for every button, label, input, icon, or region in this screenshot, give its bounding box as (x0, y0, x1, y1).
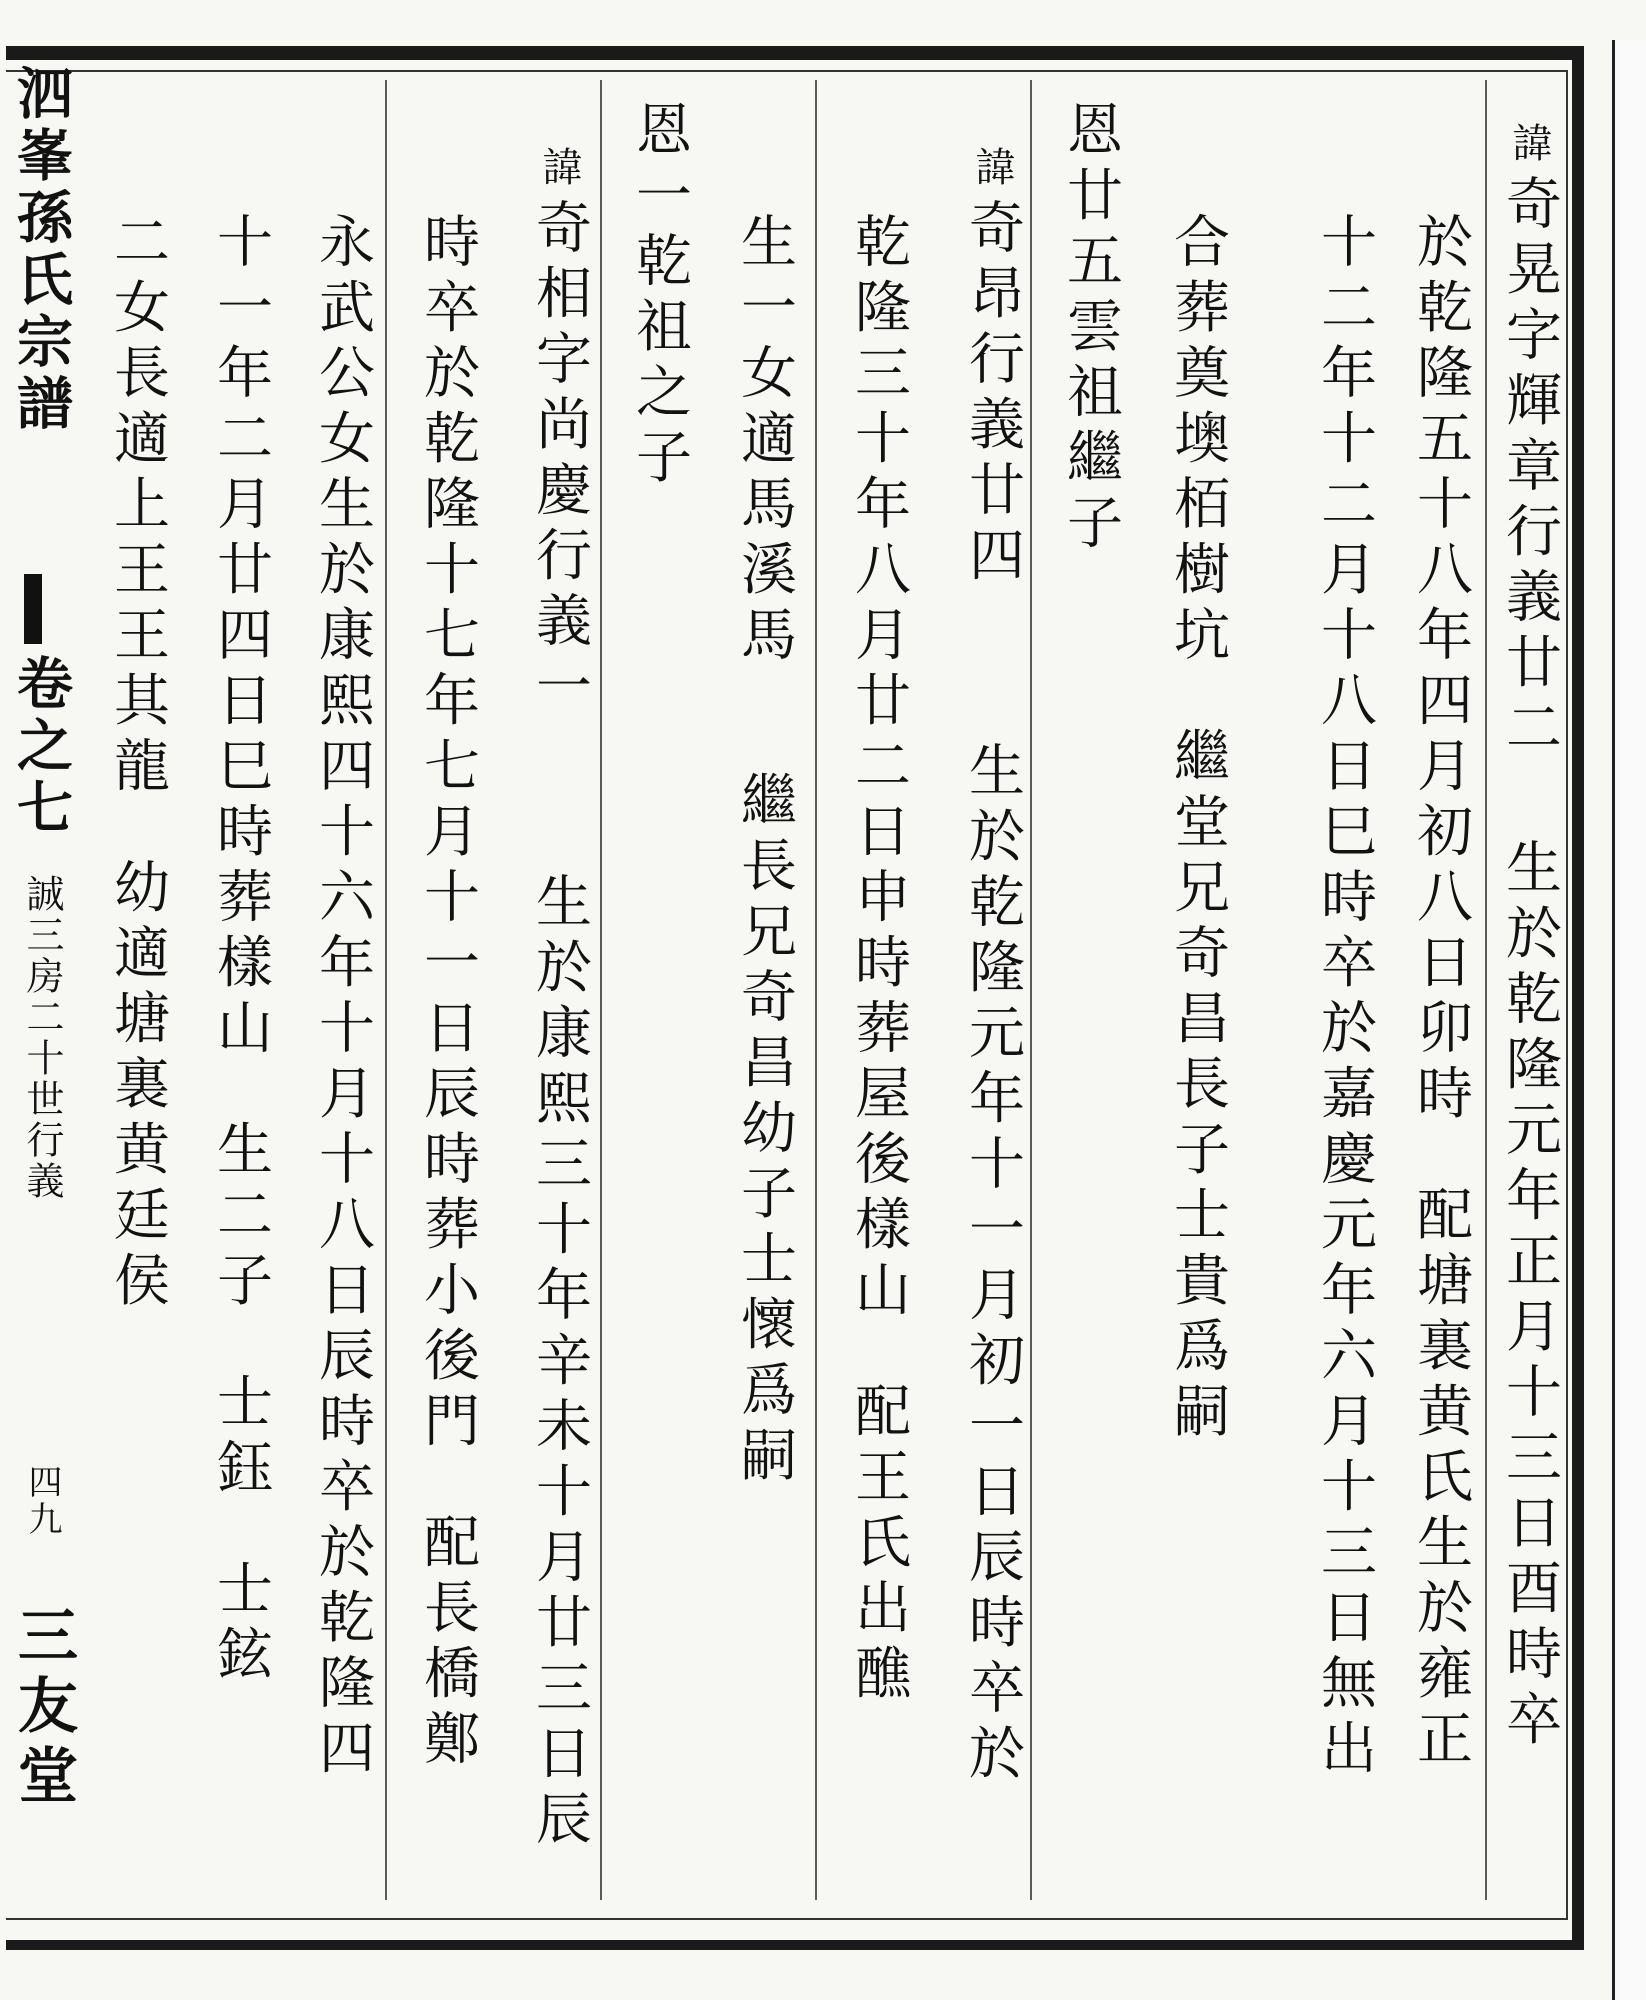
column-text-2: 繼長兄奇昌幼子士懷爲嗣 (732, 770, 797, 1491)
column-text: 合葬奠墺栢樹坑 (1165, 212, 1230, 671)
column-rule (815, 80, 817, 1900)
genealogy-title: 泗峯孫氏宗譜 (8, 64, 74, 436)
column-heading: 恩一乾祖之子 (627, 100, 692, 493)
text-column-14 (95, 212, 179, 1316)
fishtail-mark (24, 574, 42, 644)
text-column-2 (1398, 212, 1482, 1775)
column-text-2: 幼適塘裏黄廷侯 (105, 857, 170, 1316)
column-text-2: 生於康熙三十年辛未十月廿三日辰 (527, 872, 592, 1855)
column-text: 奇晃字輝章行義廿二 生於乾隆元年正月十三日酉時卒 (1497, 174, 1562, 1755)
column-text: 乾隆三十年八月廿二日申時葬屋後樣山 (846, 212, 911, 1326)
column-text-3: 士鈺 (208, 1372, 273, 1503)
text-column-11 (405, 212, 489, 1775)
column-text-4: 士鉉 (208, 1559, 273, 1690)
volume-label: 卷之七 (8, 654, 74, 840)
text-column-13 (198, 212, 282, 1690)
column-text-2: 配王氏出醮 (846, 1381, 911, 1709)
text-column-3 (1302, 212, 1386, 1784)
adjacent-page-edge (1612, 40, 1646, 2000)
column-text-2: 配長橋鄭 (415, 1512, 480, 1775)
column-text: 十二年十二月十八日巳時卒於嘉慶元年六月十三日無出 (1312, 212, 1377, 1784)
column-text: 二女長適上王王其龍 (105, 212, 170, 802)
column-text-2: 繼堂兄奇昌長子士貴爲嗣 (1165, 726, 1230, 1447)
heading-column-1 (617, 100, 701, 493)
column-text-2: 配塘裏黄氏生於雍正 (1408, 1185, 1473, 1775)
page-number: 四九 (22, 1464, 62, 1538)
taboo-name-marker: 諱 (969, 146, 1015, 198)
hall-name: 三友堂 (8, 1604, 78, 1814)
column-text: 時卒於乾隆十七年七月十一日辰時葬小後門 (415, 212, 480, 1457)
text-column-7 (836, 212, 920, 1709)
page-gutter (2, 64, 78, 1944)
heading-column-2 (1048, 100, 1132, 559)
text-column-4 (1155, 212, 1239, 1447)
taboo-name-marker: 諱 (1506, 122, 1552, 174)
text-column-10 (517, 146, 601, 1855)
text-column-1 (1487, 122, 1571, 1755)
column-text: 奇昂行義廿四 (960, 198, 1025, 591)
text-column-8 (722, 212, 806, 1491)
taboo-name-marker: 諱 (536, 146, 582, 198)
column-text: 奇相字尚慶行義一 (527, 198, 592, 722)
text-column-12 (300, 212, 384, 1784)
column-text-2: 生於乾隆元年十一月初一日辰時卒於 (960, 741, 1025, 1789)
section-label: 誠三房二十世行義 (20, 874, 64, 1202)
column-rule (385, 80, 387, 1900)
column-text: 生一女適馬溪馬 (732, 212, 797, 671)
column-text: 永武公女生於康熙四十六年十月十八日辰時卒於乾隆四 (310, 212, 375, 1784)
text-column-6 (950, 146, 1034, 1789)
column-text: 於乾隆五十八年四月初八日卯時 (1408, 212, 1473, 1129)
column-text-2: 生二子 (208, 1119, 273, 1316)
column-text: 十一年二月廿四日巳時葬樣山 (208, 212, 273, 1064)
column-heading: 恩廿五雲祖繼子 (1058, 100, 1123, 559)
